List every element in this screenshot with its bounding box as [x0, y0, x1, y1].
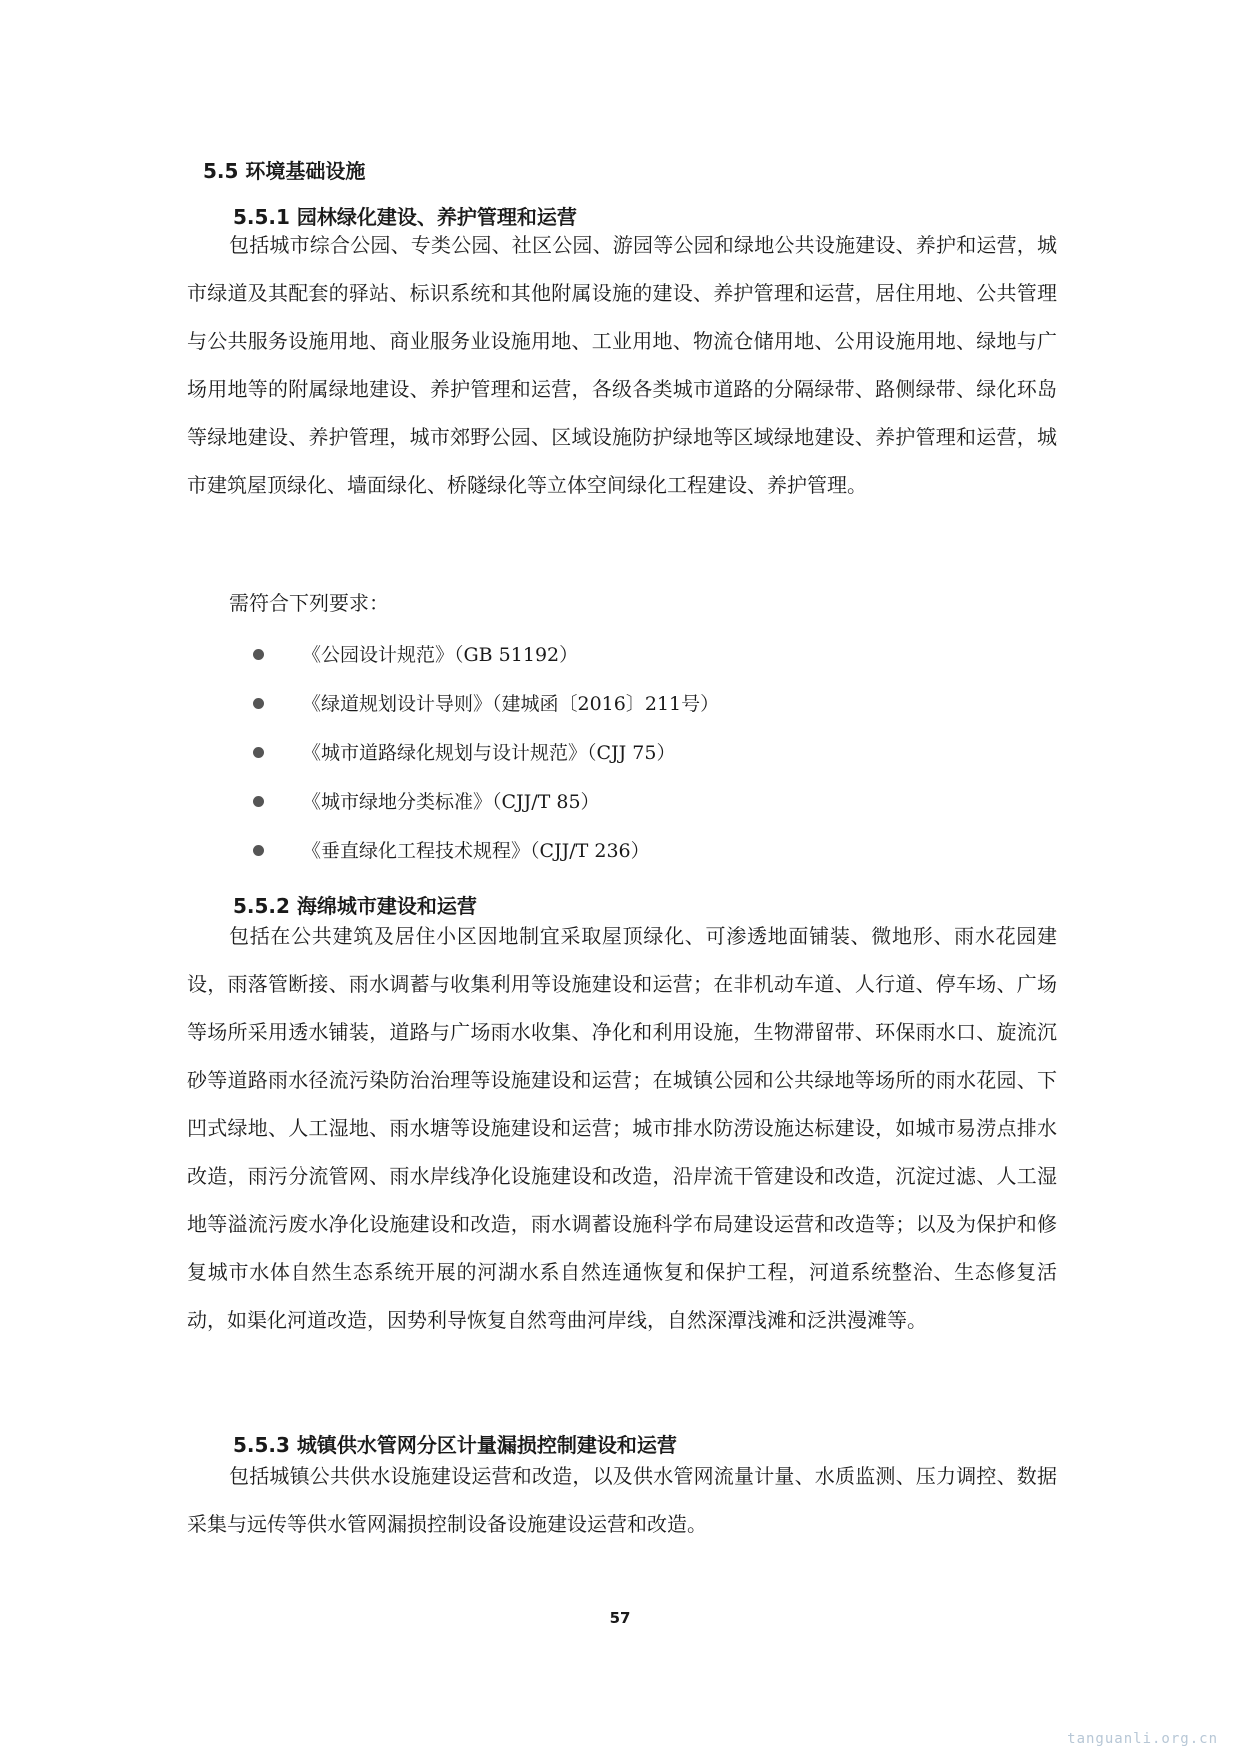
- list-item: [250, 836, 719, 885]
- bullet-icon: [253, 845, 264, 856]
- requirement-text: 《公园设计规范》（GB 51192）: [302, 644, 579, 666]
- list-item: [250, 689, 719, 738]
- page-number: 57: [609, 1609, 631, 1627]
- subsection-heading-5-5-3: 5.5.3 城镇供水管网分区计量漏损控制建设和运营: [233, 1433, 677, 1457]
- bullet-icon: [253, 649, 264, 660]
- bullet-icon: [253, 796, 264, 807]
- watermark: tanguanli.org.cn: [1067, 1731, 1218, 1747]
- subsection-heading-5-5-1: 5.5.1 园林绿化建设、养护管理和运营: [233, 205, 577, 229]
- paragraph-5-5-1: 包括城市综合公园、专类公园、社区公园、游园等公园和绿地公共设施建设、养护和运营，城市绿道及其配套的驿站、标识系统和其他附属设施的建设、养护管理和运营，居住用地、公共管理与公共服务设施用地、商业服务业设施用地、工业用地、物流仓储用地、公用设施用地、绿地与广场用地等的附属绿地建设、养护管理和运营，各级各类城市道路的分隔绿带、路侧绿带、绿化环岛等绿地建设、养护管理，城市郊野公园、区域设施防护绿地等区域绿地建设、养护管理和运营，城市建筑屋顶绿化、墙面绿化、桥隧绿化等立体空间绿化工程建设、养护管理。: [187, 233, 1057, 497]
- requirements-list: [250, 640, 719, 885]
- requirement-text: 《绿道规划设计导则》（建城函〔2016〕211号）: [302, 693, 720, 715]
- requirement-text: 《城市道路绿化规划与设计规范》（CJJ 75）: [302, 742, 676, 764]
- requirement-text: 《垂直绿化工程技术规程》（CJJ/T 236）: [302, 840, 650, 862]
- paragraph-5-5-2: 包括在公共建筑及居住小区因地制宜采取屋顶绿化、可渗透地面铺装、微地形、雨水花园建设，雨落管断接、雨水调蓄与收集利用等设施建设和运营；在非机动车道、人行道、停车场、广场等场所采用透水铺装，道路与广场雨水收集、净化和利用设施，生物滞留带、环保雨水口、旋流沉砂等道路雨水径流污染防治治理等设施建设和运营；在城镇公园和公共绿地等场所的雨水花园、下凹式绿地、人工湿地、雨水塘等设施建设和运营；城市排水防涝设施达标建设，如城市易涝点排水改造，雨污分流管网、雨水岸线净化设施建设和改造，沿岸流干管建设和改造，沉淀过滤、人工湿地等溢流污废水净化设施建设和改造，雨水调蓄设施科学布局建设运营和改造等；以及为保护和修复城市水体自然生态系统开展的河湖水系自然连通恢复和保护工程，河道系统整治、生态修复活动，如渠化河道改造，因势利导恢复自然弯曲河岸线，自然深潭浅滩和泛洪漫滩等。: [187, 924, 1057, 1332]
- subsection-heading-5-5-2: 5.5.2 海绵城市建设和运营: [233, 894, 477, 918]
- list-item: [250, 738, 719, 787]
- bullet-icon: [253, 698, 264, 709]
- list-item: [250, 640, 719, 689]
- section-heading: 5.5 环境基础设施: [203, 159, 366, 183]
- bullet-icon: [253, 747, 264, 758]
- requirements-intro: 需符合下列要求：: [229, 591, 389, 615]
- list-item: [250, 787, 719, 836]
- paragraph-5-5-3: 包括城镇公共供水设施建设运营和改造，以及供水管网流量计量、水质监测、压力调控、数据采集与远传等供水管网漏损控制设备设施建设运营和改造。: [187, 1464, 1057, 1536]
- requirement-text: 《城市绿地分类标准》（CJJ/T 85）: [302, 791, 600, 813]
